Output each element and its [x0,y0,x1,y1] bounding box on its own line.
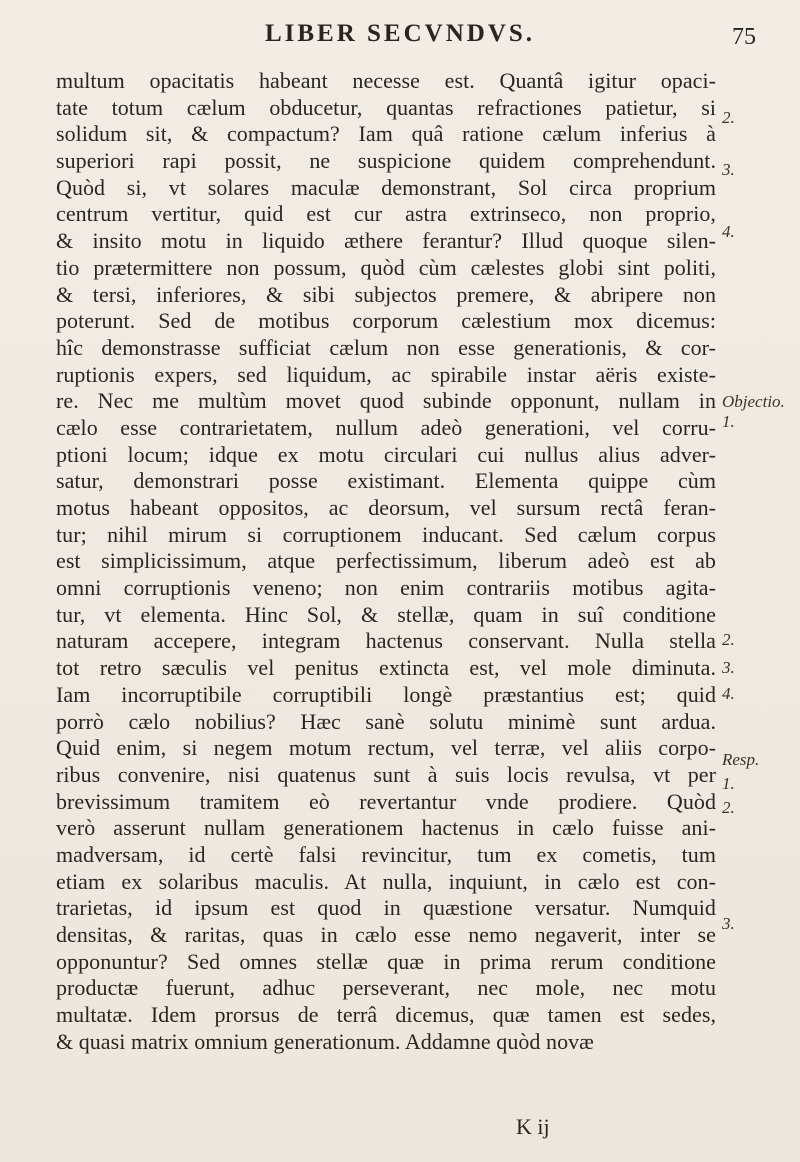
text-line: cælo esse contrarietatem, nullum adeò generationi, vel corru- [56,414,716,440]
text-line: Quid enim, si negem motum rectum, vel terræ, vel aliis corpo- [56,735,716,761]
page-header [0,20,800,60]
body-text [56,68,716,1055]
text-line: ruptionis expers, sed liquidum, ac spirabile instar aëris existe- [56,361,716,387]
text-line: productæ fuerunt, adhuc perseverant, nec mole, nec motu [56,975,716,1001]
text-line: solidum sit, & compactum? Iam quâ ratione cælum inferius à [56,121,716,147]
margin-note: 1. [722,412,735,431]
text-line: motus habeant oppositos, ac deorsum, vel sursum rectâ feran- [56,495,716,520]
text-line: tio prætermittere non possum, quòd cùm cælestes globi sint politi, [56,254,716,280]
text-line: brevissimum tramitem eò revertantur vnde prodiere. Quòd [56,788,716,814]
text-line: ribus convenire, nisi quatenus sunt à suis locis revulsa, vt per [56,761,716,787]
text-line: densitas, & raritas, quas in cælo esse nemo negaverit, inter se [56,922,716,947]
margin-note: 2. [722,108,735,127]
signature-mark: K ij [516,1114,550,1139]
text-line: omni corruptionis veneno; non enim contrariis motibus agita- [56,575,716,601]
margin-note: 3. [722,160,735,179]
text-line: centrum vertitur, quid est cur astra extrinseco, non proprio, [56,201,716,227]
text-line: ptioni locum; idque ex motu circulari cui nullus alius adver- [56,441,716,467]
text-line: & insito motu in liquido æthere ferantur? Illud quoque silen- [56,228,716,254]
text-line: satur, demonstrari posse existimant. Elementa quippe cùm [56,468,716,494]
margin-notes [722,68,792,1128]
text-line: opponuntur? Sed omnes stellæ quæ in prima rerum conditione [56,948,716,974]
text-line: verò asserunt nullam generationem hactenus in cælo fuisse ani- [56,815,716,841]
text-line: multatæ. Idem prorsus de terrâ dicemus, quæ tamen est sedes, [56,1002,716,1028]
margin-note: 4. [722,684,735,703]
margin-note: Objectio. [722,392,785,411]
text-line: naturam accepere, integram hactenus conservant. Nulla stella [56,628,716,654]
text-line: est simplicissimum, atque perfectissimum, liberum adeò est ab [56,548,716,574]
margin-note: 1. [722,774,735,793]
text-line: Iam incorruptibile corruptibili longè præstantius est; quid [56,681,716,707]
text-line: superiori rapi possit, ne suspicione quidem comprehendunt. [56,148,716,174]
text-line: tate totum cælum obducetur, quantas refractiones patietur, si [56,94,716,120]
margin-note: 4. [722,222,735,241]
text-line: etiam ex solaribus maculis. At nulla, inquiunt, in cælo est con- [56,868,716,894]
text-line: tot retro sæculis vel penitus extincta est, vel mole diminuta. [56,655,716,681]
margin-note: 2. [722,630,735,649]
text-line: porrò cælo nobilius? Hæc sanè solutu minimè sunt ardua. [56,708,716,734]
page-number: 75 [732,24,756,50]
text-line: madversam, id certè falsi revincitur, tum ex cometis, tum [56,841,716,867]
text-line: Quòd si, vt solares maculæ demonstrant, Sol circa proprium [56,174,716,200]
text-line: tur; nihil mirum si corruptionem inducant. Sed cælum corpus [56,521,716,547]
text-line: multum opacitatis habeant necesse est. Quantâ igitur opaci- [56,68,716,93]
margin-note: 2. [722,798,735,817]
margin-note: 3. [722,914,735,933]
text-line: re. Nec me multùm movet quod subinde opponunt, nullam in [56,388,716,414]
text-line: hîc demonstrasse sufficiat cælum non esse generationis, & cor- [56,334,716,360]
margin-note: 3. [722,658,735,677]
running-title: LIBER SECVNDVS. [264,20,536,47]
text-line: trarietas, id ipsum est quod in quæstione versatur. Numquid [56,895,716,921]
text-line: & tersi, inferiores, & sibi subjectos premere, & abripere non [56,281,716,307]
margin-note: Resp. [722,750,760,769]
text-line: poterunt. Sed de motibus corporum cælestium mox dicemus: [56,308,716,334]
text-line: & quasi matrix omnium generationum. Addamne quòd novæ [56,1028,594,1054]
text-line: tur, vt elementa. Hinc Sol, & stellæ, quam in suî conditione [56,601,716,627]
